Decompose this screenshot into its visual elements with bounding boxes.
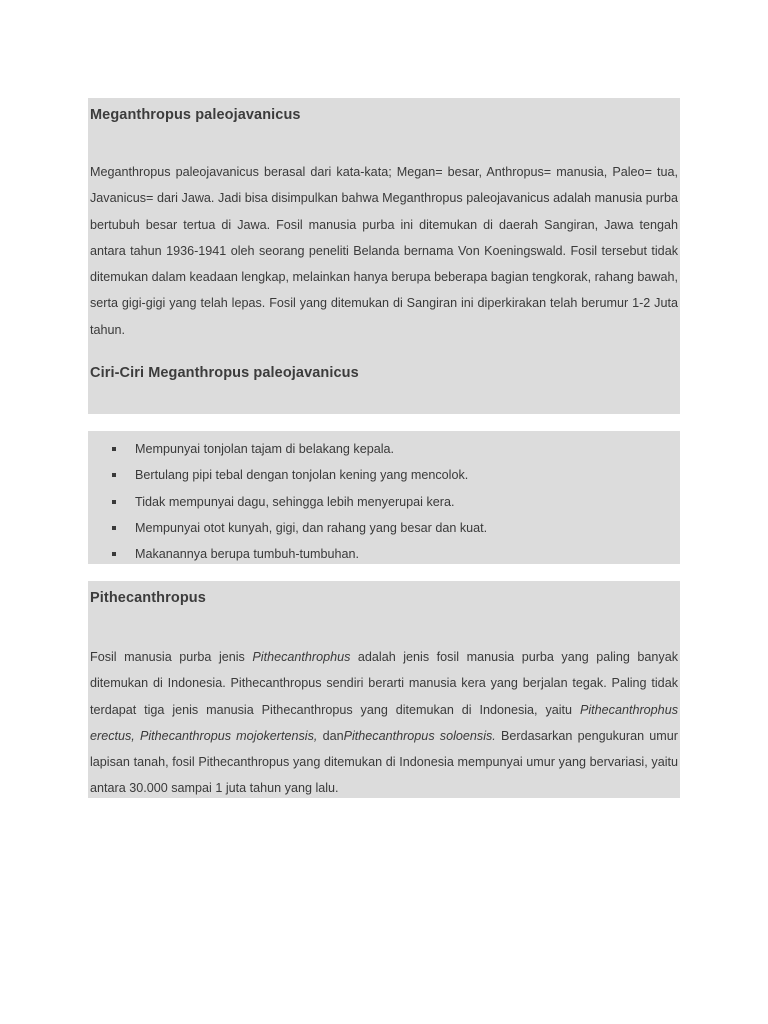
list-item: [88, 541, 680, 567]
paragraph-text: Berdasarkan pengukuran umur lapisan tanah, fosil Pithecanthropus yang ditemukan di Indonesia mempunyai umur yang bervariasi, yaitu antara 30.000 sampai 1 juta tahun yang lalu.: [90, 728, 678, 796]
characteristics-list: [88, 436, 680, 567]
square-bullet-icon: [112, 500, 116, 504]
characteristics-list-section: [88, 431, 680, 564]
list-item-text: Makanannya berupa tumbuh-tumbuhan.: [135, 547, 360, 562]
list-item: [88, 515, 680, 541]
list-item-text: Tidak mempunyai dagu, sehingga lebih menyerupai kera.: [135, 494, 455, 509]
square-bullet-icon: [112, 447, 116, 451]
list-item-text: Mempunyai otot kunyah, gigi, dan rahang yang besar dan kuat.: [135, 520, 488, 535]
list-item: [88, 462, 680, 488]
paragraph-text: Fosil manusia purba jenis: [90, 650, 253, 664]
meganthropus-section: [88, 98, 680, 414]
square-bullet-icon: [112, 526, 116, 530]
species-name: Pithecanthropus soloensis.: [343, 728, 496, 743]
characteristics-heading: Ciri-Ciri Meganthropus paleojavanicus: [90, 365, 359, 381]
square-bullet-icon: [112, 552, 116, 556]
species-name: Pithecanthrophus: [252, 650, 351, 664]
list-item-text: Bertulang pipi tebal dengan tonjolan kening yang mencolok.: [135, 468, 469, 483]
paragraph-text: adalah jenis fosil manusia purba yang paling banyak ditemukan di Indonesia. Pithecanthropus sendiri berarti manusia kera yang berjalan tegak. Paling tidak terdapat tiga jenis manusia Pithecanthropus yang ditemukan di Indonesia, yaitu: [90, 650, 678, 717]
section-heading-pithecanthropus: Pithecanthropus: [90, 590, 206, 606]
list-item: [88, 489, 680, 515]
species-names: Pithecanthrophus erectus, Pithecanthropus mojokertensis,: [90, 702, 678, 743]
section-heading-meganthropus: Meganthropus paleojavanicus: [90, 107, 301, 123]
square-bullet-icon: [112, 473, 116, 477]
pithecanthropus-section: [88, 581, 680, 798]
list-item: [88, 436, 680, 462]
paragraph-text: dan: [317, 728, 344, 743]
meganthropus-paragraph: Meganthropus paleojavanicus berasal dari kata-kata; Megan= besar, Anthropus= manusia, Paleo= tua, Javanicus= dari Jawa. Jadi bisa disimpulkan bahwa Meganthropus paleojavanicus adalah manusia purba bertubuh besar tertua di Jawa. Fosil manusia purba ini ditemukan di daerah Sangiran, Jawa tengah antara tahun 1936-1941 oleh seorang peneliti Belanda bernama Von Koeningswald. Fosil tersebut tidak ditemukan dalam keadaan lengkap, melainkan hanya berupa beberapa bagian tengkorak, rahang bawah, serta gigi-gigi yang telah lepas. Fosil yang ditemukan di Sangiran ini diperkirakan telah berumur 1-2 Juta tahun.: [90, 165, 678, 337]
pithecanthropus-paragraph: [90, 644, 678, 802]
list-item-text: Mempunyai tonjolan tajam di belakang kepala.: [135, 442, 395, 456]
